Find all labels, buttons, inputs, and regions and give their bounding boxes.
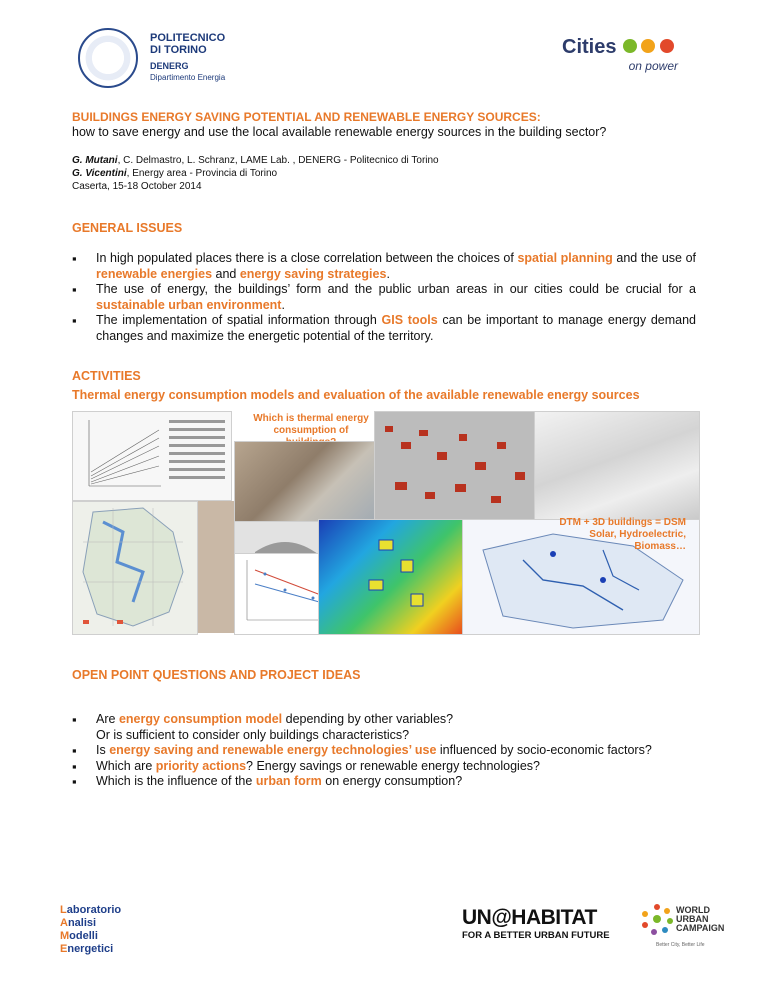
unhabitat-tagline: FOR A BETTER URBAN FUTURE — [462, 930, 610, 941]
open-questions-list — [72, 712, 696, 790]
building-photos-strip — [198, 501, 234, 633]
question-2: ▪ Is energy saving and renewable energy technologies’ use influenced by socio-economic factors? — [72, 743, 696, 759]
world-urban-campaign-logo — [640, 898, 725, 958]
cities-leaf-icon — [623, 39, 637, 53]
polito-logo — [78, 24, 248, 94]
wuc-line2: URBAN — [676, 914, 709, 924]
polito-dept: DENERG — [150, 61, 189, 71]
poster-subtitle: how to save energy and use the local available renewable energy sources in the building sector? — [72, 125, 607, 139]
question-1: ▪ Are energy consumption model depending by other variables? Or is sufficient to consider only buildings characteristics? — [72, 712, 696, 743]
polito-name-line1: POLITECNICO — [150, 32, 226, 44]
cities-on-power-logo — [562, 36, 692, 86]
cities-flame-icon — [660, 39, 674, 53]
lame-logo: Laboratorio Analisi Modelli Energetici — [60, 904, 122, 955]
cities-tagline: on power — [628, 59, 678, 73]
regression-lines-graphic — [73, 412, 231, 500]
3d-buildings-map — [374, 411, 536, 521]
wuc-tagline: Better City, Better Life — [656, 942, 705, 948]
general-issues-list — [72, 251, 696, 344]
question-3: ▪ Which are priority actions? Energy savings or renewable energy technologies? — [72, 759, 696, 775]
event-place-date: Caserta, 15-18 October 2014 — [72, 181, 202, 192]
thermal-energy-callout: Which is thermal energy consumption of — [253, 413, 369, 436]
cities-drop-icon — [641, 39, 655, 53]
open-questions-heading: OPEN POINT QUESTIONS AND PROJECT IDEAS — [72, 668, 361, 682]
activities-figure — [72, 411, 698, 635]
unhabitat-logo — [462, 906, 610, 941]
polito-dept-sub: Dipartimento Energia — [150, 73, 226, 82]
general-bullet-3: ▪ The implementation of spatial information through GIS tools can be important to manage energy demand changes and maximize the energetic potential of the territory. — [72, 313, 696, 344]
activities-subheading: Thermal energy consumption models and evaluation of the available renewable energy sources — [72, 388, 640, 402]
wuc-line1: WORLD — [676, 905, 710, 915]
polito-seal-icon — [78, 28, 138, 88]
author-vicentini: G. Vicentini — [72, 168, 127, 179]
dsm-callout: DTM + 3D buildings = DSM Solar, Hydroelectric, Biomass… — [559, 517, 686, 552]
cities-logo-text: Cities — [562, 36, 617, 58]
terrain-relief-map — [534, 411, 700, 521]
poster-title: BUILDINGS ENERGY SAVING POTENTIAL AND RENEWABLE ENERGY SOURCES: — [72, 110, 541, 124]
general-bullet-1: ▪ In high populated places there is a close correlation between the choices of spatial planning and the use of renewable energies and energy saving strategies. — [72, 251, 696, 282]
question-4: ▪ Which is the influence of the urban form on energy consumption? — [72, 774, 696, 790]
activities-heading: ACTIVITIES — [72, 369, 141, 383]
wuc-line3: CAMPAIGN — [676, 923, 725, 933]
author-line1-rest: , C. Delmastro, L. Schranz, LAME Lab. , DENERG - Politecnico di Torino — [117, 155, 439, 166]
author-mutani: G. Mutani — [72, 155, 118, 166]
general-bullet-2: ▪ The use of energy, the buildings’ form and the public urban areas in our cities could be crucial for a sustainable urban environment. — [72, 282, 696, 313]
general-issues-heading: GENERAL ISSUES — [72, 221, 183, 235]
turin-district-map — [72, 501, 198, 635]
solar-radiation-map — [318, 519, 464, 635]
campaign-dots-icon — [640, 902, 674, 936]
author-line2-rest: , Energy area - Provincia di Torino — [126, 168, 278, 179]
regression-chart-panel — [72, 411, 232, 501]
authors-block — [72, 154, 439, 193]
unhabitat-name: UN@HABITAT — [462, 906, 597, 929]
polito-name-line2: DI TORINO — [150, 44, 207, 56]
